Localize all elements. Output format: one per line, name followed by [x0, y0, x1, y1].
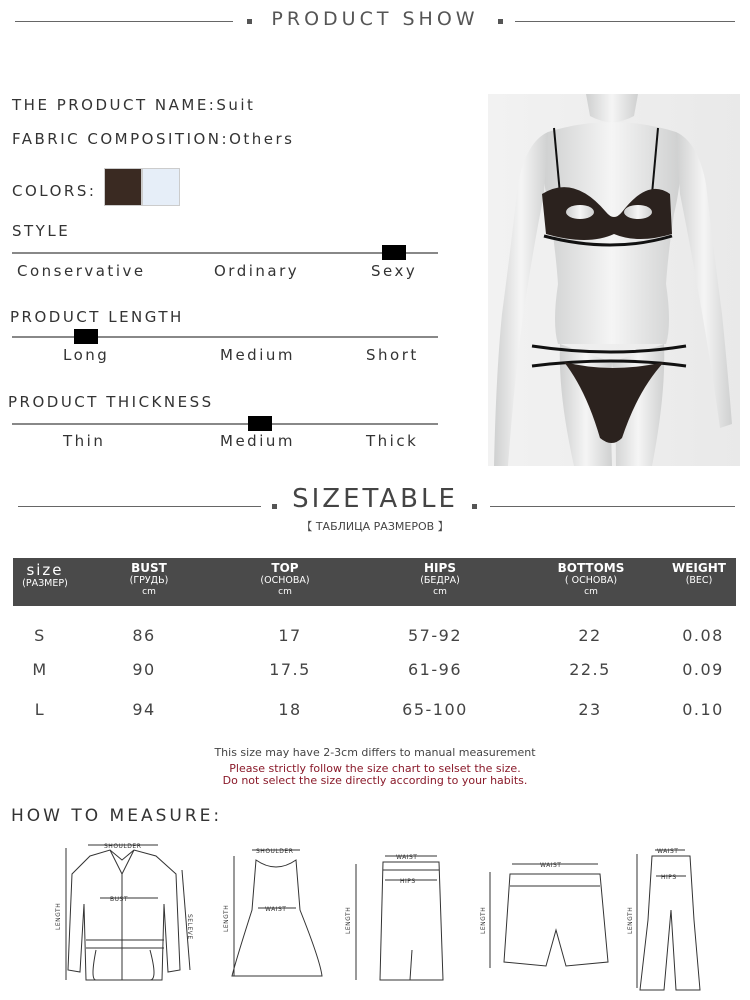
cell-bust: 86 — [132, 626, 156, 645]
sizetable-subtitle: 【 ТАБЛИЦА РАЗМЕРОВ 】 — [301, 520, 449, 533]
header-top: TOP (ОСНОВА) cm — [260, 561, 310, 597]
label-bust: BUST — [110, 896, 128, 903]
cell-size: L — [34, 700, 46, 719]
product-photo — [488, 94, 740, 466]
label-length: LENGTH — [627, 906, 634, 934]
length-option-medium: Medium — [220, 346, 295, 364]
header-bust: BUST (ГРУДЬ) cm — [129, 561, 169, 597]
length-option-short: Short — [366, 346, 419, 364]
cell-bust: 90 — [132, 660, 156, 679]
label-length: LENGTH — [55, 902, 62, 930]
size-table-header — [13, 558, 736, 606]
sizetable-divider-right — [490, 506, 735, 507]
label-waist: WAIST — [540, 862, 562, 869]
style-scale-line — [12, 252, 438, 254]
fabric-label: FABRIC COMPOSITION: — [12, 130, 230, 148]
product-name-value: Suit — [216, 96, 256, 114]
fabric-value: Others — [229, 130, 295, 148]
label-waist: WAIST — [396, 854, 418, 861]
measure-diagrams — [0, 830, 750, 1000]
sizetable-title: SIZETABLE — [292, 484, 458, 514]
header-weight: WEIGHT (ВЕС) — [672, 561, 726, 586]
cell-bottoms: 22.5 — [569, 660, 611, 679]
color-swatch-white[interactable] — [142, 168, 180, 206]
product-name-label: THE PRODUCT NAME: — [12, 96, 217, 114]
label-waist: WAIST — [265, 906, 287, 913]
cell-top: 17.5 — [269, 660, 311, 679]
length-option-long: Long — [63, 346, 110, 364]
style-marker — [382, 245, 406, 260]
pants-diagram — [637, 850, 700, 990]
label-hips: HIPS — [400, 878, 416, 885]
note-warning-1: Please strictly follow the size chart to selset the size. — [229, 762, 521, 775]
cell-top: 17 — [278, 626, 302, 645]
cell-weight: 0.08 — [682, 626, 724, 645]
thickness-scale-line — [12, 423, 438, 425]
thickness-option-thick: Thick — [366, 432, 419, 450]
label-shoulder: SHOULDER — [104, 843, 142, 850]
cell-size: M — [32, 660, 48, 679]
color-swatch-brown[interactable] — [104, 168, 142, 206]
note-warning-2: Do not select the size directly according to your habits. — [222, 774, 528, 787]
header-bottoms: BOTTOMS ( ОСНОВА) cm — [557, 561, 625, 597]
style-option-sexy: Sexy — [371, 262, 418, 280]
jacket-diagram — [66, 845, 190, 980]
shorts-diagram — [490, 864, 608, 968]
length-marker — [74, 329, 98, 344]
thickness-label: PRODUCT THICKNESS — [8, 393, 214, 411]
colors-label: COLORS: — [12, 182, 97, 200]
cell-size: S — [34, 626, 46, 645]
length-label: PRODUCT LENGTH — [10, 308, 184, 326]
product-name-row — [12, 96, 255, 114]
label-shoulder: SHOULDER — [256, 848, 294, 855]
header-size: size (РАЗМЕР) — [22, 561, 68, 590]
page-title: PRODUCT SHOW — [271, 8, 479, 30]
cell-bottoms: 23 — [578, 700, 602, 719]
header-dot-right — [498, 19, 503, 24]
style-option-ordinary: Ordinary — [214, 262, 300, 280]
header-divider-right — [515, 21, 735, 22]
label-waist: WAIST — [657, 848, 679, 855]
label-hips: HIPS — [661, 874, 677, 881]
label-sleeve: SELEVE — [186, 914, 193, 940]
header-hips: HIPS (БЕДРА) cm — [420, 561, 460, 597]
label-length: LENGTH — [480, 906, 487, 934]
cell-bust: 94 — [132, 700, 156, 719]
cell-hips: 65-100 — [402, 700, 468, 719]
cell-weight: 0.09 — [682, 660, 724, 679]
how-to-measure-title: HOW TO MEASURE: — [11, 806, 223, 826]
cell-bottoms: 22 — [578, 626, 602, 645]
style-option-conservative: Conservative — [17, 262, 146, 280]
cell-top: 18 — [278, 700, 302, 719]
cell-hips: 61-96 — [408, 660, 462, 679]
sizetable-dot-right — [472, 504, 477, 509]
fabric-row — [12, 130, 294, 148]
label-length: LENGTH — [345, 906, 352, 934]
cell-hips: 57-92 — [408, 626, 462, 645]
thickness-option-thin: Thin — [63, 432, 106, 450]
note-measurement: This size may have 2-3cm differs to manual measurement — [214, 746, 536, 759]
style-label: STYLE — [12, 222, 71, 240]
cell-weight: 0.10 — [682, 700, 724, 719]
label-length: LENGTH — [223, 904, 230, 932]
dress-diagram — [232, 850, 322, 976]
skirt-diagram — [356, 856, 443, 980]
thickness-option-medium: Medium — [220, 432, 295, 450]
thickness-marker — [248, 416, 272, 431]
